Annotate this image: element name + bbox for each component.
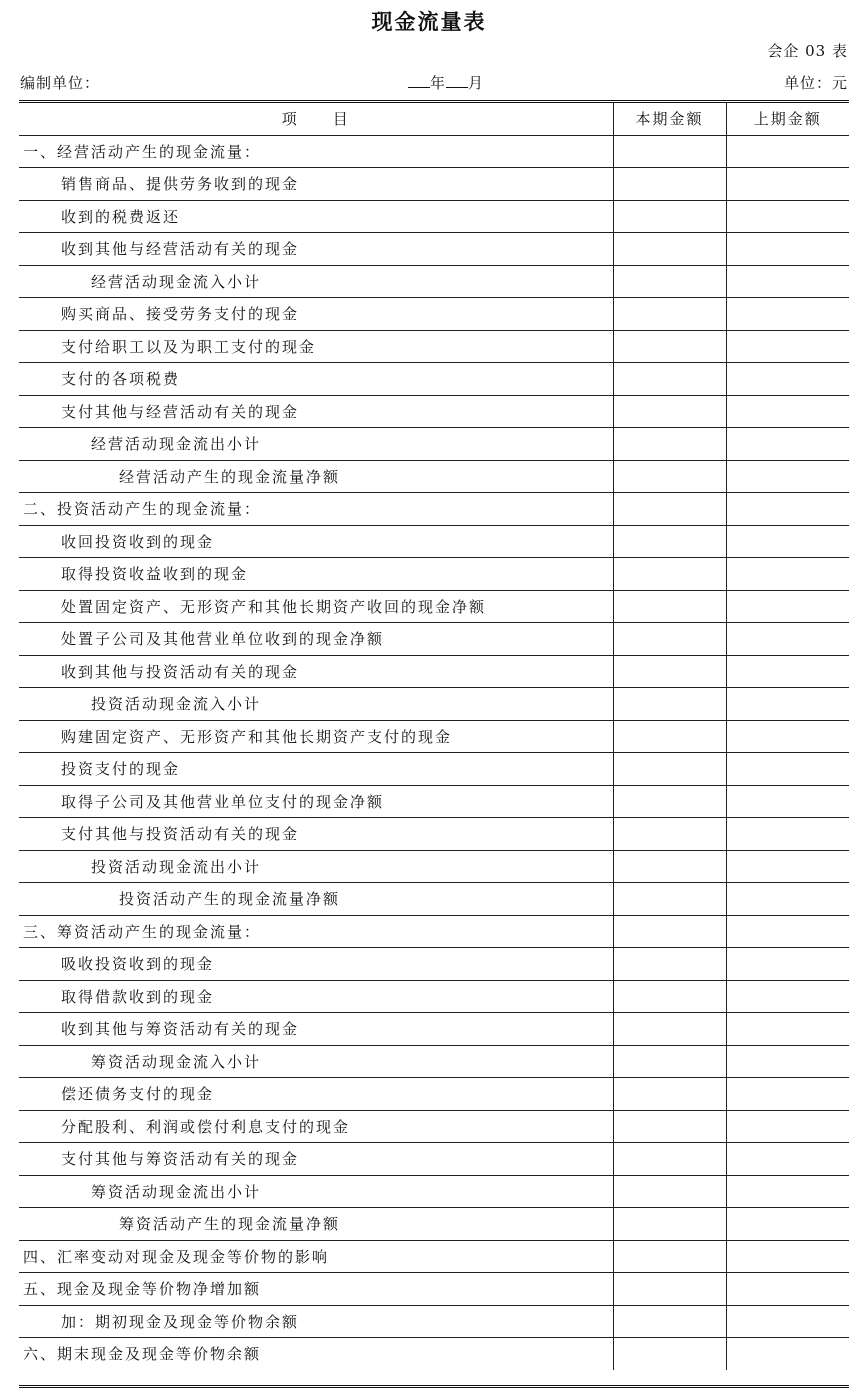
prior-period-amount-cell[interactable] (726, 818, 849, 851)
cash-flow-table-frame (19, 100, 849, 1388)
table-header-row (19, 103, 849, 135)
row-label: 收到其他与经营活动有关的现金 (19, 233, 613, 266)
current-period-amount-cell[interactable] (613, 688, 726, 721)
current-period-amount-cell[interactable] (613, 558, 726, 591)
prior-period-amount-cell[interactable] (726, 1208, 849, 1241)
month-suffix: 月 (468, 74, 485, 92)
prior-period-amount-cell[interactable] (726, 785, 849, 818)
compiling-unit-label: 编制单位： (20, 74, 101, 92)
table-row (19, 1110, 849, 1143)
current-period-amount-cell[interactable] (613, 818, 726, 851)
table-row (19, 785, 849, 818)
prior-period-amount-cell[interactable] (726, 493, 849, 526)
row-label: 取得借款收到的现金 (19, 980, 613, 1013)
table-row (19, 168, 849, 201)
row-label: 购建固定资产、无形资产和其他长期资产支付的现金 (19, 720, 613, 753)
report-period (408, 72, 484, 93)
current-period-amount-cell[interactable] (613, 298, 726, 331)
row-label: 筹资活动产生的现金流量净额 (19, 1208, 613, 1241)
prior-period-amount-cell[interactable] (726, 590, 849, 623)
current-period-amount-cell[interactable] (613, 395, 726, 428)
row-label: 经营活动现金流出小计 (19, 428, 613, 461)
row-label: 支付其他与投资活动有关的现金 (19, 818, 613, 851)
row-label: 经营活动产生的现金流量净额 (19, 460, 613, 493)
current-period-amount-cell[interactable] (613, 363, 726, 396)
row-label: 投资活动现金流入小计 (19, 688, 613, 721)
current-period-amount-cell[interactable] (613, 428, 726, 461)
prior-period-amount-cell[interactable] (726, 850, 849, 883)
row-label: 投资支付的现金 (19, 753, 613, 786)
prior-period-amount-cell[interactable] (726, 1078, 849, 1111)
table-row (19, 558, 849, 591)
prior-period-amount-cell[interactable] (726, 1338, 849, 1370)
table-row (19, 753, 849, 786)
row-label: 筹资活动现金流出小计 (19, 1175, 613, 1208)
cash-flow-table (19, 103, 849, 1370)
table-row (19, 948, 849, 981)
table-row (19, 298, 849, 331)
prior-period-amount-cell[interactable] (726, 1273, 849, 1306)
table-row (19, 493, 849, 526)
prior-period-amount-cell[interactable] (726, 558, 849, 591)
row-label: 支付给职工以及为职工支付的现金 (19, 330, 613, 363)
row-label: 处置子公司及其他营业单位收到的现金净额 (19, 623, 613, 656)
header-current-period: 本期金额 (613, 103, 726, 135)
row-label: 一、经营活动产生的现金流量： (19, 135, 613, 168)
current-period-amount-cell[interactable] (613, 1078, 726, 1111)
prior-period-amount-cell[interactable] (726, 915, 849, 948)
prior-period-amount-cell[interactable] (726, 883, 849, 916)
prior-period-amount-cell[interactable] (726, 688, 849, 721)
current-period-amount-cell[interactable] (613, 168, 726, 201)
current-period-amount-cell[interactable] (613, 493, 726, 526)
prior-period-amount-cell[interactable] (726, 135, 849, 168)
row-label: 偿还债务支付的现金 (19, 1078, 613, 1111)
prior-period-amount-cell[interactable] (726, 265, 849, 298)
row-label: 投资活动现金流出小计 (19, 850, 613, 883)
current-period-amount-cell[interactable] (613, 720, 726, 753)
row-label: 收回投资收到的现金 (19, 525, 613, 558)
table-row (19, 525, 849, 558)
prior-period-amount-cell[interactable] (726, 1175, 849, 1208)
current-period-amount-cell[interactable] (613, 948, 726, 981)
table-row (19, 428, 849, 461)
table-row (19, 330, 849, 363)
table-row (19, 200, 849, 233)
table-row (19, 623, 849, 656)
header-item: 项 目 (19, 103, 613, 135)
prior-period-amount-cell[interactable] (726, 1240, 849, 1273)
current-period-amount-cell[interactable] (613, 265, 726, 298)
prior-period-amount-cell[interactable] (726, 200, 849, 233)
prior-period-amount-cell[interactable] (726, 460, 849, 493)
prior-period-amount-cell[interactable] (726, 1110, 849, 1143)
current-period-amount-cell[interactable] (613, 1305, 726, 1338)
prior-period-amount-cell[interactable] (726, 428, 849, 461)
table-row (19, 915, 849, 948)
current-period-amount-cell[interactable] (613, 785, 726, 818)
year-blank[interactable] (408, 73, 430, 88)
current-period-amount-cell[interactable] (613, 655, 726, 688)
current-period-amount-cell[interactable] (613, 1273, 726, 1306)
row-label: 购买商品、接受劳务支付的现金 (19, 298, 613, 331)
row-label: 支付的各项税费 (19, 363, 613, 396)
current-period-amount-cell[interactable] (613, 1240, 726, 1273)
prior-period-amount-cell[interactable] (726, 948, 849, 981)
current-period-amount-cell[interactable] (613, 850, 726, 883)
current-period-amount-cell[interactable] (613, 330, 726, 363)
row-label: 吸收投资收到的现金 (19, 948, 613, 981)
prior-period-amount-cell[interactable] (726, 525, 849, 558)
current-period-amount-cell[interactable] (613, 525, 726, 558)
current-period-amount-cell[interactable] (613, 980, 726, 1013)
current-period-amount-cell[interactable] (613, 915, 726, 948)
row-label: 分配股利、利润或偿付利息支付的现金 (19, 1110, 613, 1143)
table-row (19, 1208, 849, 1241)
row-label: 五、现金及现金等价物净增加额 (19, 1273, 613, 1306)
report-title: 现金流量表 (371, 9, 487, 34)
current-period-amount-cell[interactable] (613, 135, 726, 168)
table-row (19, 850, 849, 883)
row-label: 处置固定资产、无形资产和其他长期资产收回的现金净额 (19, 590, 613, 623)
table-row (19, 1338, 849, 1370)
current-period-amount-cell[interactable] (613, 1045, 726, 1078)
current-period-amount-cell[interactable] (613, 460, 726, 493)
table-row (19, 1305, 849, 1338)
table-row (19, 818, 849, 851)
row-label: 加：期初现金及现金等价物余额 (19, 1305, 613, 1338)
table-row (19, 1013, 849, 1046)
prior-period-amount-cell[interactable] (726, 1305, 849, 1338)
row-label: 三、筹资活动产生的现金流量： (19, 915, 613, 948)
year-suffix: 年 (430, 74, 447, 92)
table-row (19, 1175, 849, 1208)
prior-period-amount-cell[interactable] (726, 298, 849, 331)
table-row (19, 688, 849, 721)
row-label: 收到其他与筹资活动有关的现金 (19, 1013, 613, 1046)
table-row (19, 363, 849, 396)
prior-period-amount-cell[interactable] (726, 720, 849, 753)
table-row (19, 980, 849, 1013)
prior-period-amount-cell[interactable] (726, 980, 849, 1013)
table-row (19, 1273, 849, 1306)
currency-unit: 单位：元 (783, 74, 848, 92)
current-period-amount-cell[interactable] (613, 1338, 726, 1370)
current-period-amount-cell[interactable] (613, 1143, 726, 1176)
row-label: 收到其他与投资活动有关的现金 (19, 655, 613, 688)
table-row (19, 1143, 849, 1176)
prior-period-amount-cell[interactable] (726, 1143, 849, 1176)
table-row (19, 1045, 849, 1078)
row-label: 投资活动产生的现金流量净额 (19, 883, 613, 916)
current-period-amount-cell[interactable] (613, 590, 726, 623)
prior-period-amount-cell[interactable] (726, 753, 849, 786)
current-period-amount-cell[interactable] (613, 1175, 726, 1208)
row-label: 四、汇率变动对现金及现金等价物的影响 (19, 1240, 613, 1273)
row-label: 六、期末现金及现金等价物余额 (19, 1338, 613, 1370)
table-row (19, 1240, 849, 1273)
table-row (19, 883, 849, 916)
row-label: 销售商品、提供劳务收到的现金 (19, 168, 613, 201)
header-prior-period: 上期金额 (726, 103, 849, 135)
prior-period-amount-cell[interactable] (726, 395, 849, 428)
table-row (19, 233, 849, 266)
table-row (19, 1078, 849, 1111)
row-label: 支付其他与筹资活动有关的现金 (19, 1143, 613, 1176)
prior-period-amount-cell[interactable] (726, 1045, 849, 1078)
current-period-amount-cell[interactable] (613, 1110, 726, 1143)
prior-period-amount-cell[interactable] (726, 168, 849, 201)
prior-period-amount-cell[interactable] (726, 1013, 849, 1046)
row-label: 取得子公司及其他营业单位支付的现金净额 (19, 785, 613, 818)
prior-period-amount-cell[interactable] (726, 233, 849, 266)
row-label: 二、投资活动产生的现金流量： (19, 493, 613, 526)
table-row (19, 720, 849, 753)
row-label: 支付其他与经营活动有关的现金 (19, 395, 613, 428)
prior-period-amount-cell[interactable] (726, 363, 849, 396)
meta-row (20, 72, 848, 94)
table-row (19, 265, 849, 298)
month-blank[interactable] (446, 73, 468, 88)
table-body (19, 135, 849, 1370)
row-label: 收到的税费返还 (19, 200, 613, 233)
prior-period-amount-cell[interactable] (726, 623, 849, 656)
row-label: 筹资活动现金流入小计 (19, 1045, 613, 1078)
table-row (19, 460, 849, 493)
table-row (19, 135, 849, 168)
current-period-amount-cell[interactable] (613, 1013, 726, 1046)
prior-period-amount-cell[interactable] (726, 655, 849, 688)
table-row (19, 655, 849, 688)
prior-period-amount-cell[interactable] (726, 330, 849, 363)
table-row (19, 590, 849, 623)
current-period-amount-cell[interactable] (613, 883, 726, 916)
current-period-amount-cell[interactable] (613, 233, 726, 266)
current-period-amount-cell[interactable] (613, 623, 726, 656)
row-label: 取得投资收益收到的现金 (19, 558, 613, 591)
form-code: 会企 03 表 (767, 42, 848, 60)
current-period-amount-cell[interactable] (613, 753, 726, 786)
row-label: 经营活动现金流入小计 (19, 265, 613, 298)
current-period-amount-cell[interactable] (613, 200, 726, 233)
current-period-amount-cell[interactable] (613, 1208, 726, 1241)
table-row (19, 395, 849, 428)
